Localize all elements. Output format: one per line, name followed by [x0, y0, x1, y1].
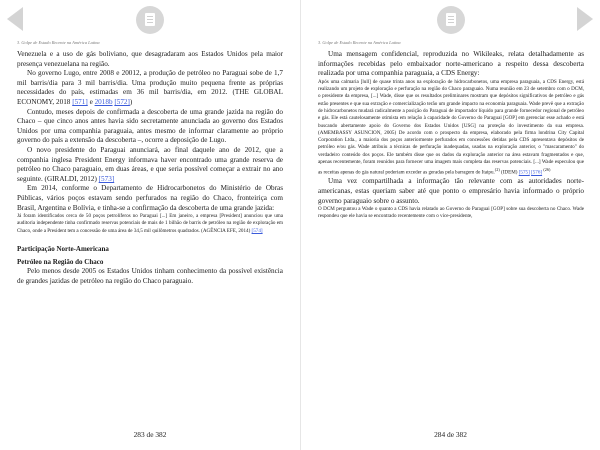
paragraph: Venezuela e a uso de gás boliviano, que desagradaram aos Estados Unidos pela maior presença venezuelana na região.: [17, 50, 283, 68]
footnote-link[interactable]: [572]: [114, 97, 130, 106]
next-page-arrow-icon[interactable]: [577, 7, 593, 31]
right-page-text: [318, 50, 584, 221]
running-head: 3. Golpe de Estado Recente na América Latina: [318, 40, 401, 45]
running-head: 3. Golpe de Estado Recente na América Latina: [17, 40, 100, 45]
table-of-contents-icon[interactable]: [136, 6, 164, 34]
footnote-link[interactable]: 2018b: [94, 97, 113, 106]
block-quote: O DCM perguntou a Wade o quanto a CDS havia relatado ao Governo do Paraguai [GOP] sobre sua descoberta no Chaco. Wade respondeu que ele havia se encontrado recentemente com o vice-presidente,: [318, 206, 584, 220]
footnote-link[interactable]: [575]: [518, 170, 530, 177]
paragraph: Uma mensagem confidencial, reproduzida no Wikileaks, relata detalhadamente as informações recebidas pelo embaixador norte-americano a respeito dessa descoberta realizada por uma companhia paraguaia, a CDS Energy:: [318, 50, 584, 78]
paragraph: Contudo, meses depois de confirmada a descoberta de uma grande jazida na região do Chaco – que cinco anos antes havia sido secretamente anunciada ao governo dos Estados Unidos por uma companhia paraguaia, antes mesmo de informar claramente ao próprio governo do país a extensão da descoberta –, ocorre a deposição de Lugo.: [17, 107, 283, 145]
footnote-link[interactable]: [573]: [98, 174, 115, 183]
footnote-link[interactable]: [576]: [531, 170, 543, 177]
paragraph: Pelo menos desde 2005 os Estados Unidos tinham conhecimento da possível existência de grandes jazidas de petróleo na região do Chaco paraguaio.: [17, 267, 283, 285]
superscript-marker: (2): [494, 167, 500, 173]
table-of-contents-icon[interactable]: [437, 6, 465, 34]
subsection-heading: Petróleo na Região do Chaco: [17, 257, 104, 266]
paragraph: Em 2014, conforme o Departamento de Hidrocarbonetos do Ministério de Obras Públicas, vários poços estavam sendo perfurados na região do Chaco, fronteiriça com Brasil, Argentina e Bolívia, e tinha-se a confirmação da descoberta de uma grande jazida:: [17, 184, 283, 212]
superscript-marker: (26): [543, 167, 551, 173]
right-navbar: [301, 0, 600, 40]
paragraph: Uma vez compartilhada a informação tão relevante com as autoridades norte-americanas, estas queriam saber até que ponto o empresário havia informado o próprio governo paraguaio sobre o assunto.: [318, 177, 584, 205]
footnote-link[interactable]: [574]: [251, 227, 263, 234]
paragraph: O novo presidente do Paraguai anunciará, ao final daquele ano de 2012, que a companhia inglesa President Energy informava haver encontrado uma grande reserva de petróleo no Chaco paraguaio, em duas áreas, e que seria possível começar a extrair no ano seguinte. (GIRALDI, 2012) [573]: [17, 145, 283, 183]
block-quote: Já foram identificados cerca de 50 poços petrolíferos no Paraguai [...] Em janeiro, a empresa [President] anunciou que uma auditoria independente tinha confirmado reservas potenciais de mais de 1 bilhão de barris de petróleo na região de exploração em Chaco, onde a President tem a concessão de uma área de 34,5 mil quilômetros quadrados. (AGÊNCIA EFE, 2014) [574]: [17, 213, 283, 234]
block-quote: Após uma calmaria [lull] de quase trinta anos na exploração de hidrocarbonetos, uma empresa paraguaia, a CDS Energy, está realizando um projeto de exploração e perfuração na região do Chaco paraguaio. Numa reunião em 23 de setembro com o DCM, o presidente da empresa, [...] Wade, disse que os resultados preliminares mostram que depósitos significativos de petróleo e gás estão presentes e que sua extração e comercialização terão um grande impacto na economia paraguaia. Wade prevê que a extração de hidrocarbonetos mudará radicalmente a posição do Paraguai de importador líquido para grande fornecedor regional de petróleo e gás. Ele está cautelosamente otimista em relação à capacidade do Governo do Paraguai [GOP] em gerenciar esse achado e está buscando abertamente apoio do Governo dos Estados Unidos [USG] na proteção do investimento da sua empresa. (AMEMBASSY ASUNCION, 2005) De acordo com o prospecto da empresa, elaborado pela firma londrina City Capital Corporation Ltda., a maioria dos poços anteriormente perfurados em concessões detidas pela CDS apresentava depósitos de petróleo e/ou gás. Wade atribuiu a técnicas de perfuração inadequadas, usadas na exploração anterior, o "mascaramento" do verdadeiro conteúdo dos poços. Ele também disse que os dados da exploração anterior na área estavam fragmentados e que, apenas recentemente, foram reunidos para fornecer uma imagem mais completa das reservas potenciais. [...] Wade especulou que as receitas apenas do gás natural poderiam exceder as geradas pela barragem de Itaipu.$^{(2)}$ (IDEM) [575] [576] $^{(26)}$: [318, 78, 584, 177]
page-number: 284 de 382: [434, 430, 467, 439]
paragraph: No governo Lugo, entre 2008 e 20012, a produção de petróleo no Paraguai sobe de 1,7 mil barris/dia para 3 mil barris/dia. Uma produção muito pequena frente as próprias necessidades do país, estimadas em 36 mil barris/dia, em 2012. (THE GLOBAL ECONOMY, 2018 [571] e 2018b [572]): [17, 69, 283, 106]
footnote-link[interactable]: [571]: [72, 97, 88, 106]
left-page-text: [17, 50, 283, 286]
left-navbar: [0, 0, 300, 40]
section-heading: Participação Norte-Americana: [17, 244, 109, 253]
right-page: [300, 0, 600, 450]
page-number: 283 de 382: [133, 430, 167, 439]
previous-page-arrow-icon[interactable]: [7, 7, 23, 31]
